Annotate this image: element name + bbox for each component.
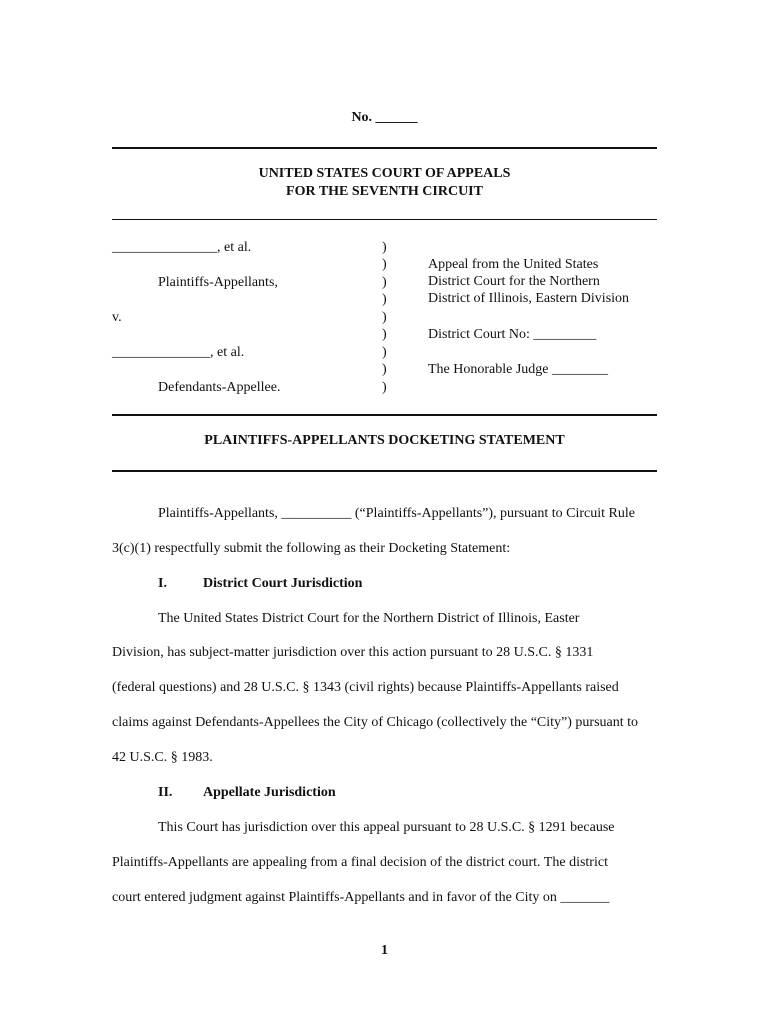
section2-line: This Court has jurisdiction over this appeal pursuant to 28 U.S.C. § 1291 because [158,820,615,835]
case-number: No. ______ [351,110,418,125]
document-title: PLAINTIFFS-APPELLANTS DOCKETING STATEMENT [204,433,565,448]
court-name-line1: UNITED STATES COURT OF APPEALS [258,166,511,181]
court-name-line2: FOR THE SEVENTH CIRCUIT [286,184,483,199]
section1-line: (federal questions) and 28 U.S.C. § 1343 (civil rights) because Plaintiffs-Appellants raised [112,680,619,695]
section2-number: II. [158,785,173,800]
section1-line: claims against Defendants-Appellees the City of Chicago (collectively the “City”) pursuant to [112,715,639,730]
appeal-from-line3: District of Illinois, Eastern Division [428,291,630,306]
title-bottom-rule [112,470,657,472]
caption-paren: ) [382,345,387,360]
section2-heading: Appellate Jurisdiction [203,785,336,800]
caption-paren: ) [382,240,387,255]
appeal-from-line2: District Court for the Northern [428,274,600,289]
caption-paren: ) [382,327,387,342]
section1-line: Division, has subject-matter jurisdiction over this action pursuant to 28 U.S.C. § 1331 [112,645,594,660]
section2-line: Plaintiffs-Appellants are appealing from a final decision of the district court. The district [112,855,608,870]
caption-paren: ) [382,380,387,395]
page-number: 1 [381,943,388,958]
intro-line1: Plaintiffs-Appellants, __________ (“Plaintiffs-Appellants”), pursuant to Circuit Rule [158,506,635,521]
section1-heading: District Court Jurisdiction [203,576,363,591]
versus: v. [112,310,122,325]
caption-paren: ) [382,310,387,325]
defendant-role: Defendants-Appellee. [158,380,281,395]
caption-top-rule [112,219,657,220]
caption-paren: ) [382,275,387,290]
title-top-rule [112,414,657,416]
section1-line: The United States District Court for the Northern District of Illinois, Easter [158,611,580,626]
plaintiff-role: Plaintiffs-Appellants, [158,275,278,290]
defendant-name: ______________, et al. [112,345,245,360]
caption-paren: ) [382,362,387,377]
section2-line: court entered judgment against Plaintiffs-Appellants and in favor of the City on _______ [112,890,610,905]
section1-line: 42 U.S.C. § 1983. [112,750,213,765]
honorable-judge: The Honorable Judge ________ [428,362,609,377]
district-court-no: District Court No: _________ [428,327,597,342]
caption-paren: ) [382,292,387,307]
caption-paren: ) [382,257,387,272]
plaintiff-name: _______________, et al. [112,240,252,255]
intro-line2: 3(c)(1) respectfully submit the following as their Docketing Statement: [112,541,511,556]
section1-number: I. [158,576,167,591]
appeal-from-line1: Appeal from the United States [428,257,599,272]
top-rule [112,147,657,149]
